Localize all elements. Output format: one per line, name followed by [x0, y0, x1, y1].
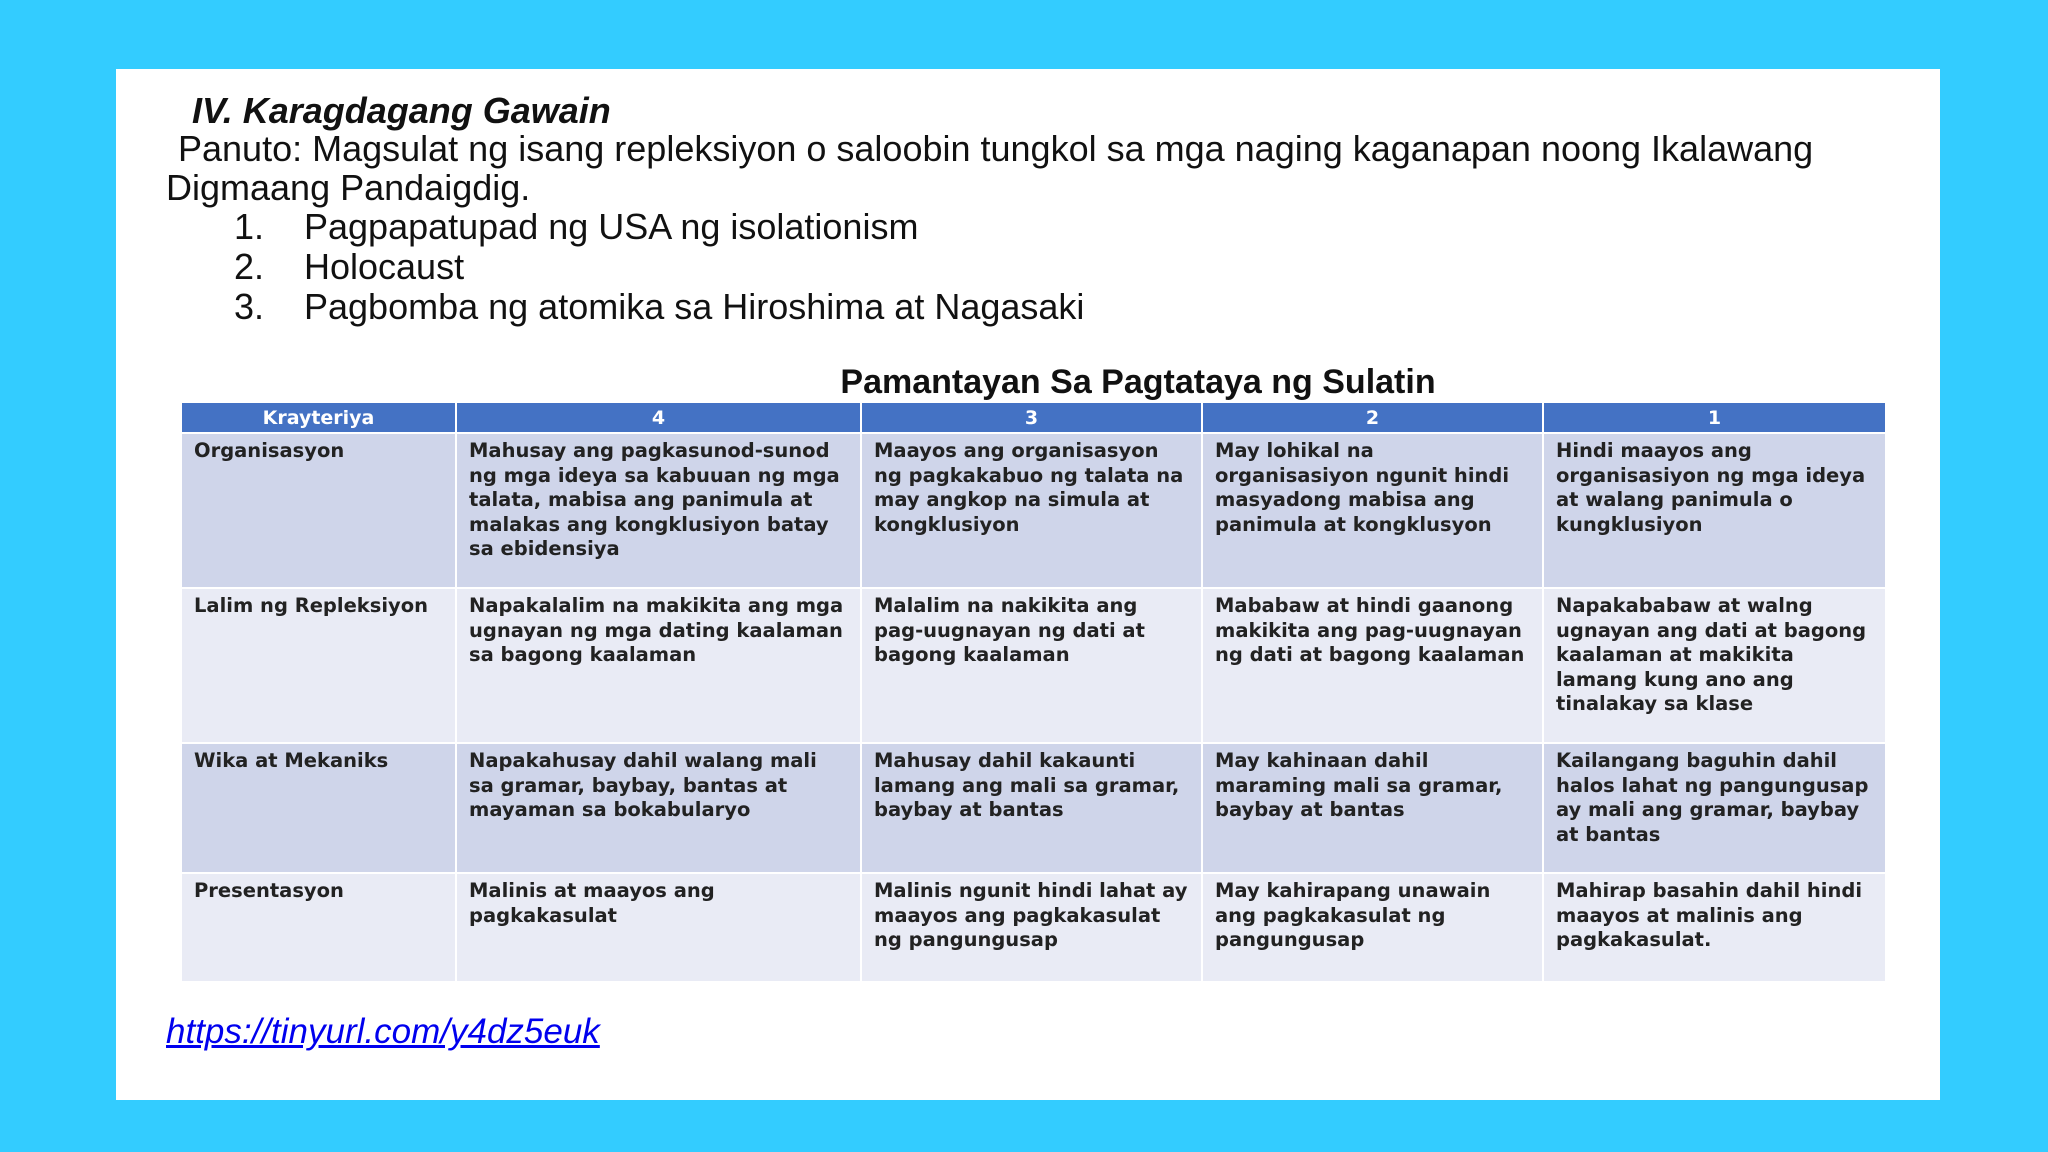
- instruction-text: Panuto: Magsulat ng isang repleksiyon o saloobin tungkol sa mga naging kaganapan noong Ikalawang Digmaang Pandaigdig.: [166, 128, 1814, 208]
- header-score-1: 1: [1543, 403, 1885, 433]
- criteria-cell: Organisasyon: [182, 433, 456, 588]
- topic-item: [234, 247, 1084, 287]
- rubric-title: Pamantayan Sa Pagtataya ng Sulatin: [840, 363, 1436, 401]
- rubric-cell: May kahinaan dahil maraming mali sa gramar, baybay at bantas: [1202, 743, 1543, 873]
- header-score-3: 3: [861, 403, 1202, 433]
- rubric-cell: Mahusay dahil kakaunti lamang ang mali sa gramar, baybay at bantas: [861, 743, 1202, 873]
- rubric-cell: Napakababaw at walng ugnayan ang dati at bagong kaalaman at makikita lamang kung ano ang tinalakay sa klase: [1543, 588, 1885, 743]
- topic-number: 3.: [234, 286, 265, 327]
- table-row: [182, 873, 1885, 981]
- slide-heading: IV. Karagdagang Gawain: [192, 90, 611, 131]
- rubric-cell: Napakalalim na makikita ang mga ugnayan ng mga dating kaalaman sa bagong kaalaman: [456, 588, 861, 743]
- criteria-cell: Presentasyon: [182, 873, 456, 981]
- topic-text: Pagpapatupad ng USA ng isolationism: [304, 206, 919, 247]
- table-row: [182, 433, 1885, 588]
- rubric-cell: Maayos ang organisasyon ng pagkakabuo ng talata na may angkop na simula at kongklusiyon: [861, 433, 1202, 588]
- criteria-cell: Wika at Mekaniks: [182, 743, 456, 873]
- topic-text: Holocaust: [304, 246, 465, 287]
- rubric-cell: Malinis ngunit hindi lahat ay maayos ang pagkakasulat ng pangungusap: [861, 873, 1202, 981]
- topic-number: 1.: [234, 206, 265, 247]
- rubric-cell: Malalim na nakikita ang pag-uugnayan ng dati at bagong kaalaman: [861, 588, 1202, 743]
- topic-number: 2.: [234, 246, 265, 287]
- rubric-cell: Kailangang baguhin dahil halos lahat ng pangungusap ay mali ang gramar, baybay at bantas: [1543, 743, 1885, 873]
- rubric-cell: May lohikal na organisasiyon ngunit hindi masyadong mabisa ang panimula at kongklusyon: [1202, 433, 1543, 588]
- topic-text: Pagbomba ng atomika sa Hiroshima at Nagasaki: [304, 286, 1085, 327]
- topic-list: [234, 207, 1084, 327]
- table-row: [182, 743, 1885, 873]
- rubric-table: [182, 403, 1885, 981]
- criteria-cell: Lalim ng Repleksiyon: [182, 588, 456, 743]
- header-score-2: 2: [1202, 403, 1543, 433]
- topic-item: [234, 287, 1084, 327]
- rubric-cell: Mababaw at hindi gaanong makikita ang pag-uugnayan ng dati at bagong kaalaman: [1202, 588, 1543, 743]
- rubric-cell: Mahusay ang pagkasunod-sunod ng mga ideya sa kabuuan ng mga talata, mabisa ang panimula at malakas ang kongklusiyon batay sa ebidensiya: [456, 433, 861, 588]
- rubric-cell: Malinis at maayos ang pagkakasulat: [456, 873, 861, 981]
- header-score-4: 4: [456, 403, 861, 433]
- table-row: [182, 588, 1885, 743]
- rubric-cell: May kahirapang unawain ang pagkakasulat ng pangungusap: [1202, 873, 1543, 981]
- rubric-cell: Mahirap basahin dahil hindi maayos at malinis ang pagkakasulat.: [1543, 873, 1885, 981]
- rubric-header-row: [182, 403, 1885, 433]
- reference-link[interactable]: https://tinyurl.com/y4dz5euk: [166, 1012, 600, 1051]
- rubric-cell: Napakahusay dahil walang mali sa gramar, baybay, bantas at mayaman sa bokabularyo: [456, 743, 861, 873]
- header-criteria: Krayteriya: [182, 403, 456, 433]
- rubric-cell: Hindi maayos ang organisasiyon ng mga ideya at walang panimula o kungklusiyon: [1543, 433, 1885, 588]
- slide: [116, 69, 1940, 1100]
- topic-item: [234, 207, 1084, 247]
